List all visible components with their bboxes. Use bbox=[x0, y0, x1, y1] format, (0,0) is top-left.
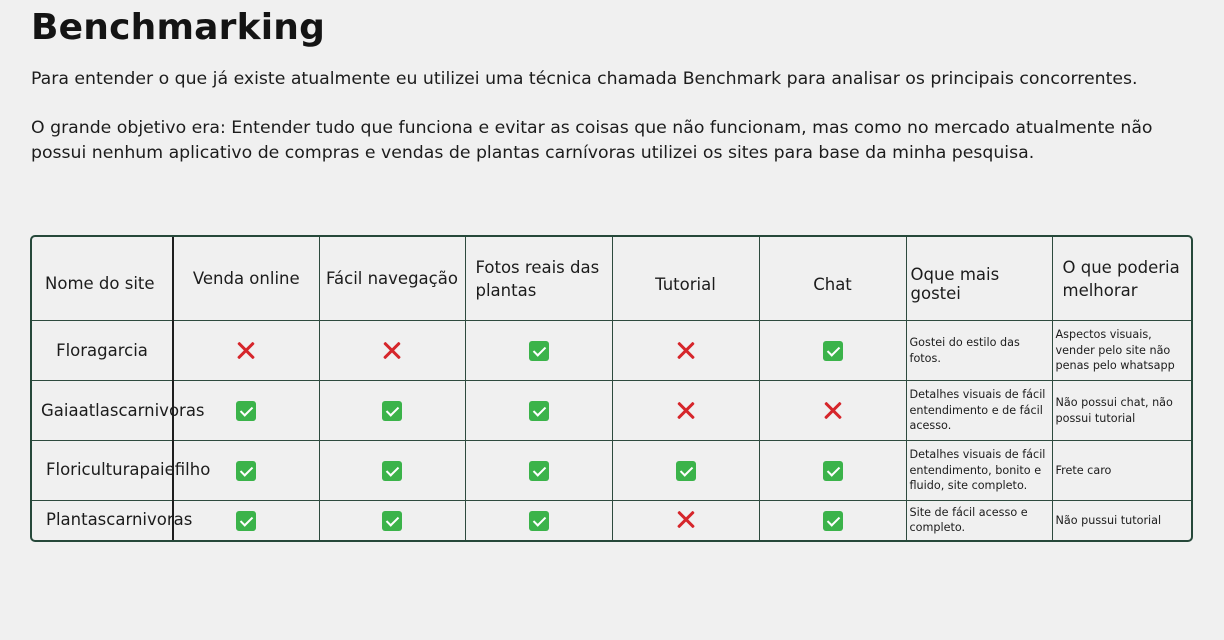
table-row bbox=[32, 381, 1193, 441]
tutorial-cell bbox=[612, 321, 759, 381]
could-improve-cell: Frete caro bbox=[1052, 440, 1193, 500]
check-icon bbox=[236, 461, 256, 481]
benchmark-table bbox=[30, 235, 1193, 542]
table-row bbox=[32, 500, 1193, 540]
liked-most-cell: Site de fácil acesso e completo. bbox=[906, 500, 1052, 540]
check-icon bbox=[529, 341, 549, 361]
cross-icon bbox=[235, 340, 257, 362]
check-icon bbox=[236, 401, 256, 421]
real-photos-cell bbox=[465, 440, 612, 500]
check-icon bbox=[529, 461, 549, 481]
could-improve-cell: Não pussui tutorial bbox=[1052, 500, 1193, 540]
check-icon bbox=[382, 461, 402, 481]
check-icon bbox=[529, 511, 549, 531]
real-photos-cell bbox=[465, 321, 612, 381]
real-photos-cell bbox=[465, 500, 612, 540]
site-name-cell: Floriculturapaiefilho bbox=[32, 440, 173, 500]
liked-most-cell: Gostei do estilo das fotos. bbox=[906, 321, 1052, 381]
header-chat: Chat bbox=[759, 237, 906, 321]
check-icon bbox=[382, 401, 402, 421]
easy-navigation-cell bbox=[319, 381, 465, 441]
header-tutorial: Tutorial bbox=[612, 237, 759, 321]
intro-paragraph: Para entender o que já existe atualmente eu utilizei uma técnica chamada Benchmark para analisar os principais concorrentes. bbox=[31, 69, 1138, 89]
header-liked-most: Oque mais gostei bbox=[906, 237, 1052, 321]
site-name-cell: Floragarcia bbox=[32, 321, 173, 381]
could-improve-cell: Aspectos visuais, vender pelo site não penas pelo whatsapp bbox=[1052, 321, 1193, 381]
cross-icon bbox=[675, 340, 697, 362]
check-icon bbox=[823, 511, 843, 531]
real-photos-cell bbox=[465, 381, 612, 441]
cross-icon bbox=[381, 340, 403, 362]
check-icon bbox=[529, 401, 549, 421]
easy-navigation-cell bbox=[319, 500, 465, 540]
check-icon bbox=[823, 341, 843, 361]
online-sales-cell bbox=[173, 321, 319, 381]
header-site-name: Nome do site bbox=[32, 237, 173, 321]
site-name-cell: Gaiaatlascarnivoras bbox=[32, 381, 173, 441]
chat-cell bbox=[759, 500, 906, 540]
check-icon bbox=[823, 461, 843, 481]
chat-cell bbox=[759, 381, 906, 441]
tutorial-cell bbox=[612, 440, 759, 500]
cross-icon bbox=[822, 400, 844, 422]
cross-icon bbox=[675, 509, 697, 531]
header-online-sales: Venda online bbox=[173, 237, 319, 321]
page-title: Benchmarking bbox=[31, 7, 326, 48]
site-name-cell: Plantascarnivoras bbox=[32, 500, 173, 540]
header-real-photos: Fotos reais das plantas bbox=[465, 237, 612, 321]
check-icon bbox=[676, 461, 696, 481]
chat-cell bbox=[759, 321, 906, 381]
easy-navigation-cell bbox=[319, 321, 465, 381]
tutorial-cell bbox=[612, 500, 759, 540]
objective-paragraph: O grande objetivo era: Entender tudo que funciona e evitar as coisas que não funcionam, mas como no mercado atualmente não possui nenhum aplicativo de compras e vendas de plantas carnívoras utilizei os sites para base da minha pesquisa. bbox=[31, 118, 1153, 163]
table-header-row bbox=[32, 237, 1193, 321]
online-sales-cell bbox=[173, 500, 319, 540]
tutorial-cell bbox=[612, 381, 759, 441]
table-row bbox=[32, 440, 1193, 500]
liked-most-cell: Detalhes visuais de fácil entendimento e de fácil acesso. bbox=[906, 381, 1052, 441]
check-icon bbox=[382, 511, 402, 531]
table-row bbox=[32, 321, 1193, 381]
chat-cell bbox=[759, 440, 906, 500]
liked-most-cell: Detalhes visuais de fácil entendimento, bonito e fluido, site completo. bbox=[906, 440, 1052, 500]
cross-icon bbox=[675, 400, 697, 422]
easy-navigation-cell bbox=[319, 440, 465, 500]
header-could-improve: O que poderia melhorar bbox=[1052, 237, 1193, 321]
check-icon bbox=[236, 511, 256, 531]
header-easy-navigation: Fácil navegação bbox=[319, 237, 465, 321]
could-improve-cell: Não possui chat, não possui tutorial bbox=[1052, 381, 1193, 441]
